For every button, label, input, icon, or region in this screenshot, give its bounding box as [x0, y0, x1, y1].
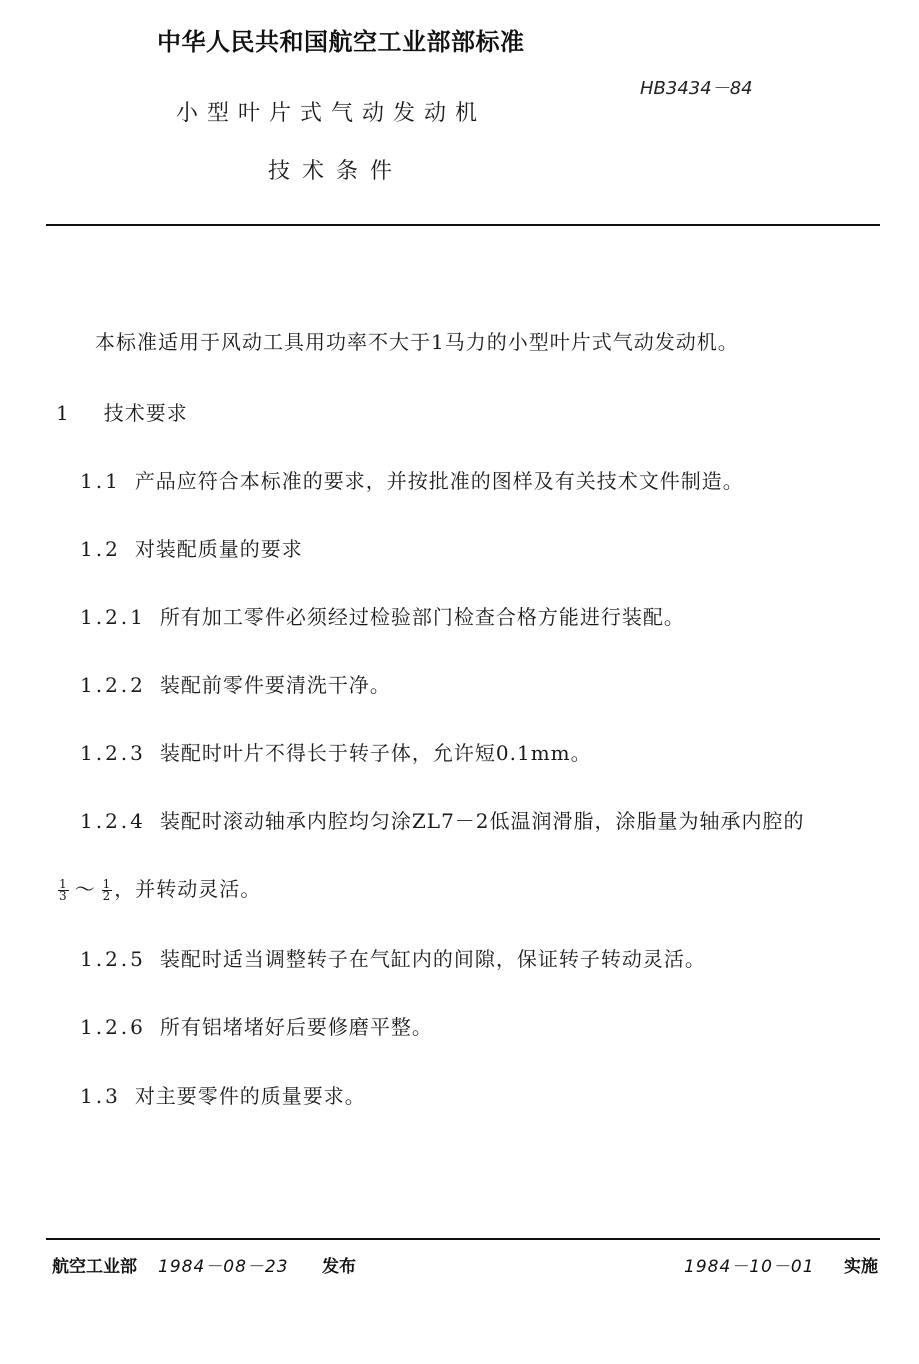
standard-code: HB3434－84 — [640, 78, 753, 99]
clause-number: 1.1 — [80, 469, 121, 493]
clause-1-2-3 — [80, 737, 592, 766]
fraction-one-third — [58, 879, 69, 902]
footer-implement-label: 实施 — [844, 1257, 878, 1277]
clause-text: 所有加工零件必须经过检验部门检查合格方能进行装配。 — [159, 605, 685, 629]
clause-text: 装配时适当调整转子在气缸内的间隙，保证转子转动灵活。 — [159, 947, 706, 971]
clause-1-2-5 — [80, 943, 706, 972]
clause-text: 产品应符合本标准的要求，并按批准的图样及有关技术文件制造。 — [134, 469, 744, 493]
clause-text: 对装配质量的要求 — [134, 537, 303, 561]
footer-divider — [46, 1238, 880, 1240]
clause-number: 1.3 — [80, 1084, 121, 1108]
fraction-one-half — [102, 879, 113, 902]
header-divider — [46, 224, 880, 226]
clause-number: 1.2.2 — [80, 673, 146, 697]
fraction-numerator: 1 — [59, 877, 68, 891]
clause-1-2-6 — [80, 1011, 433, 1040]
clause-number: 1.2.3 — [80, 741, 146, 765]
clause-text: ，并转动灵活。 — [114, 877, 262, 901]
footer-issue-date: 1984－08－23 — [158, 1257, 289, 1277]
clause-number: 1.2.1 — [80, 605, 146, 629]
scope-paragraph: 本标准适用于风动工具用功率不大于1马力的小型叶片式气动发动机。 — [95, 330, 739, 354]
section-number: 1 — [56, 401, 70, 425]
clause-1-2-1 — [80, 601, 685, 630]
document-title-line1: 小型叶片式气动发动机 — [176, 101, 487, 126]
section-1-heading — [56, 397, 188, 426]
range-tilde: ～ — [74, 877, 96, 901]
clause-1-2-2 — [80, 669, 391, 698]
clause-text: 所有铝堵堵好后要修磨平整。 — [159, 1015, 433, 1039]
clause-text: 对主要零件的质量要求。 — [134, 1084, 366, 1108]
clause-number: 1.2.6 — [80, 1015, 146, 1039]
clause-number: 1.2.5 — [80, 947, 146, 971]
fraction-denominator: 2 — [102, 889, 112, 903]
footer-issuer: 航空工业部 — [52, 1257, 137, 1277]
clause-number: 1.2 — [80, 537, 121, 561]
footer-implement-date: 1984－10－01 — [684, 1257, 815, 1277]
section-title: 技术要求 — [103, 401, 188, 425]
footer-issue-label: 发布 — [322, 1257, 356, 1277]
clause-1-2 — [80, 533, 303, 562]
clause-1-2-4 — [80, 805, 805, 834]
clause-1-1 — [80, 465, 744, 494]
clause-1-2-4-continuation — [56, 873, 261, 902]
clause-text: 装配时叶片不得长于转子体，允许短0.1mm。 — [159, 741, 592, 765]
clause-text: 装配前零件要清洗干净。 — [159, 673, 391, 697]
document-title-line2: 技术条件 — [268, 159, 405, 184]
clause-text: 装配时滚动轴承内腔均匀涂ZL7－2低温润滑脂，涂脂量为轴承内腔的 — [159, 809, 805, 833]
fraction-numerator: 1 — [102, 877, 112, 891]
fraction-denominator: 3 — [59, 889, 68, 903]
issuing-authority-heading: 中华人民共和国航空工业部部标准 — [157, 28, 525, 56]
clause-1-3 — [80, 1080, 366, 1109]
clause-number: 1.2.4 — [80, 809, 146, 833]
